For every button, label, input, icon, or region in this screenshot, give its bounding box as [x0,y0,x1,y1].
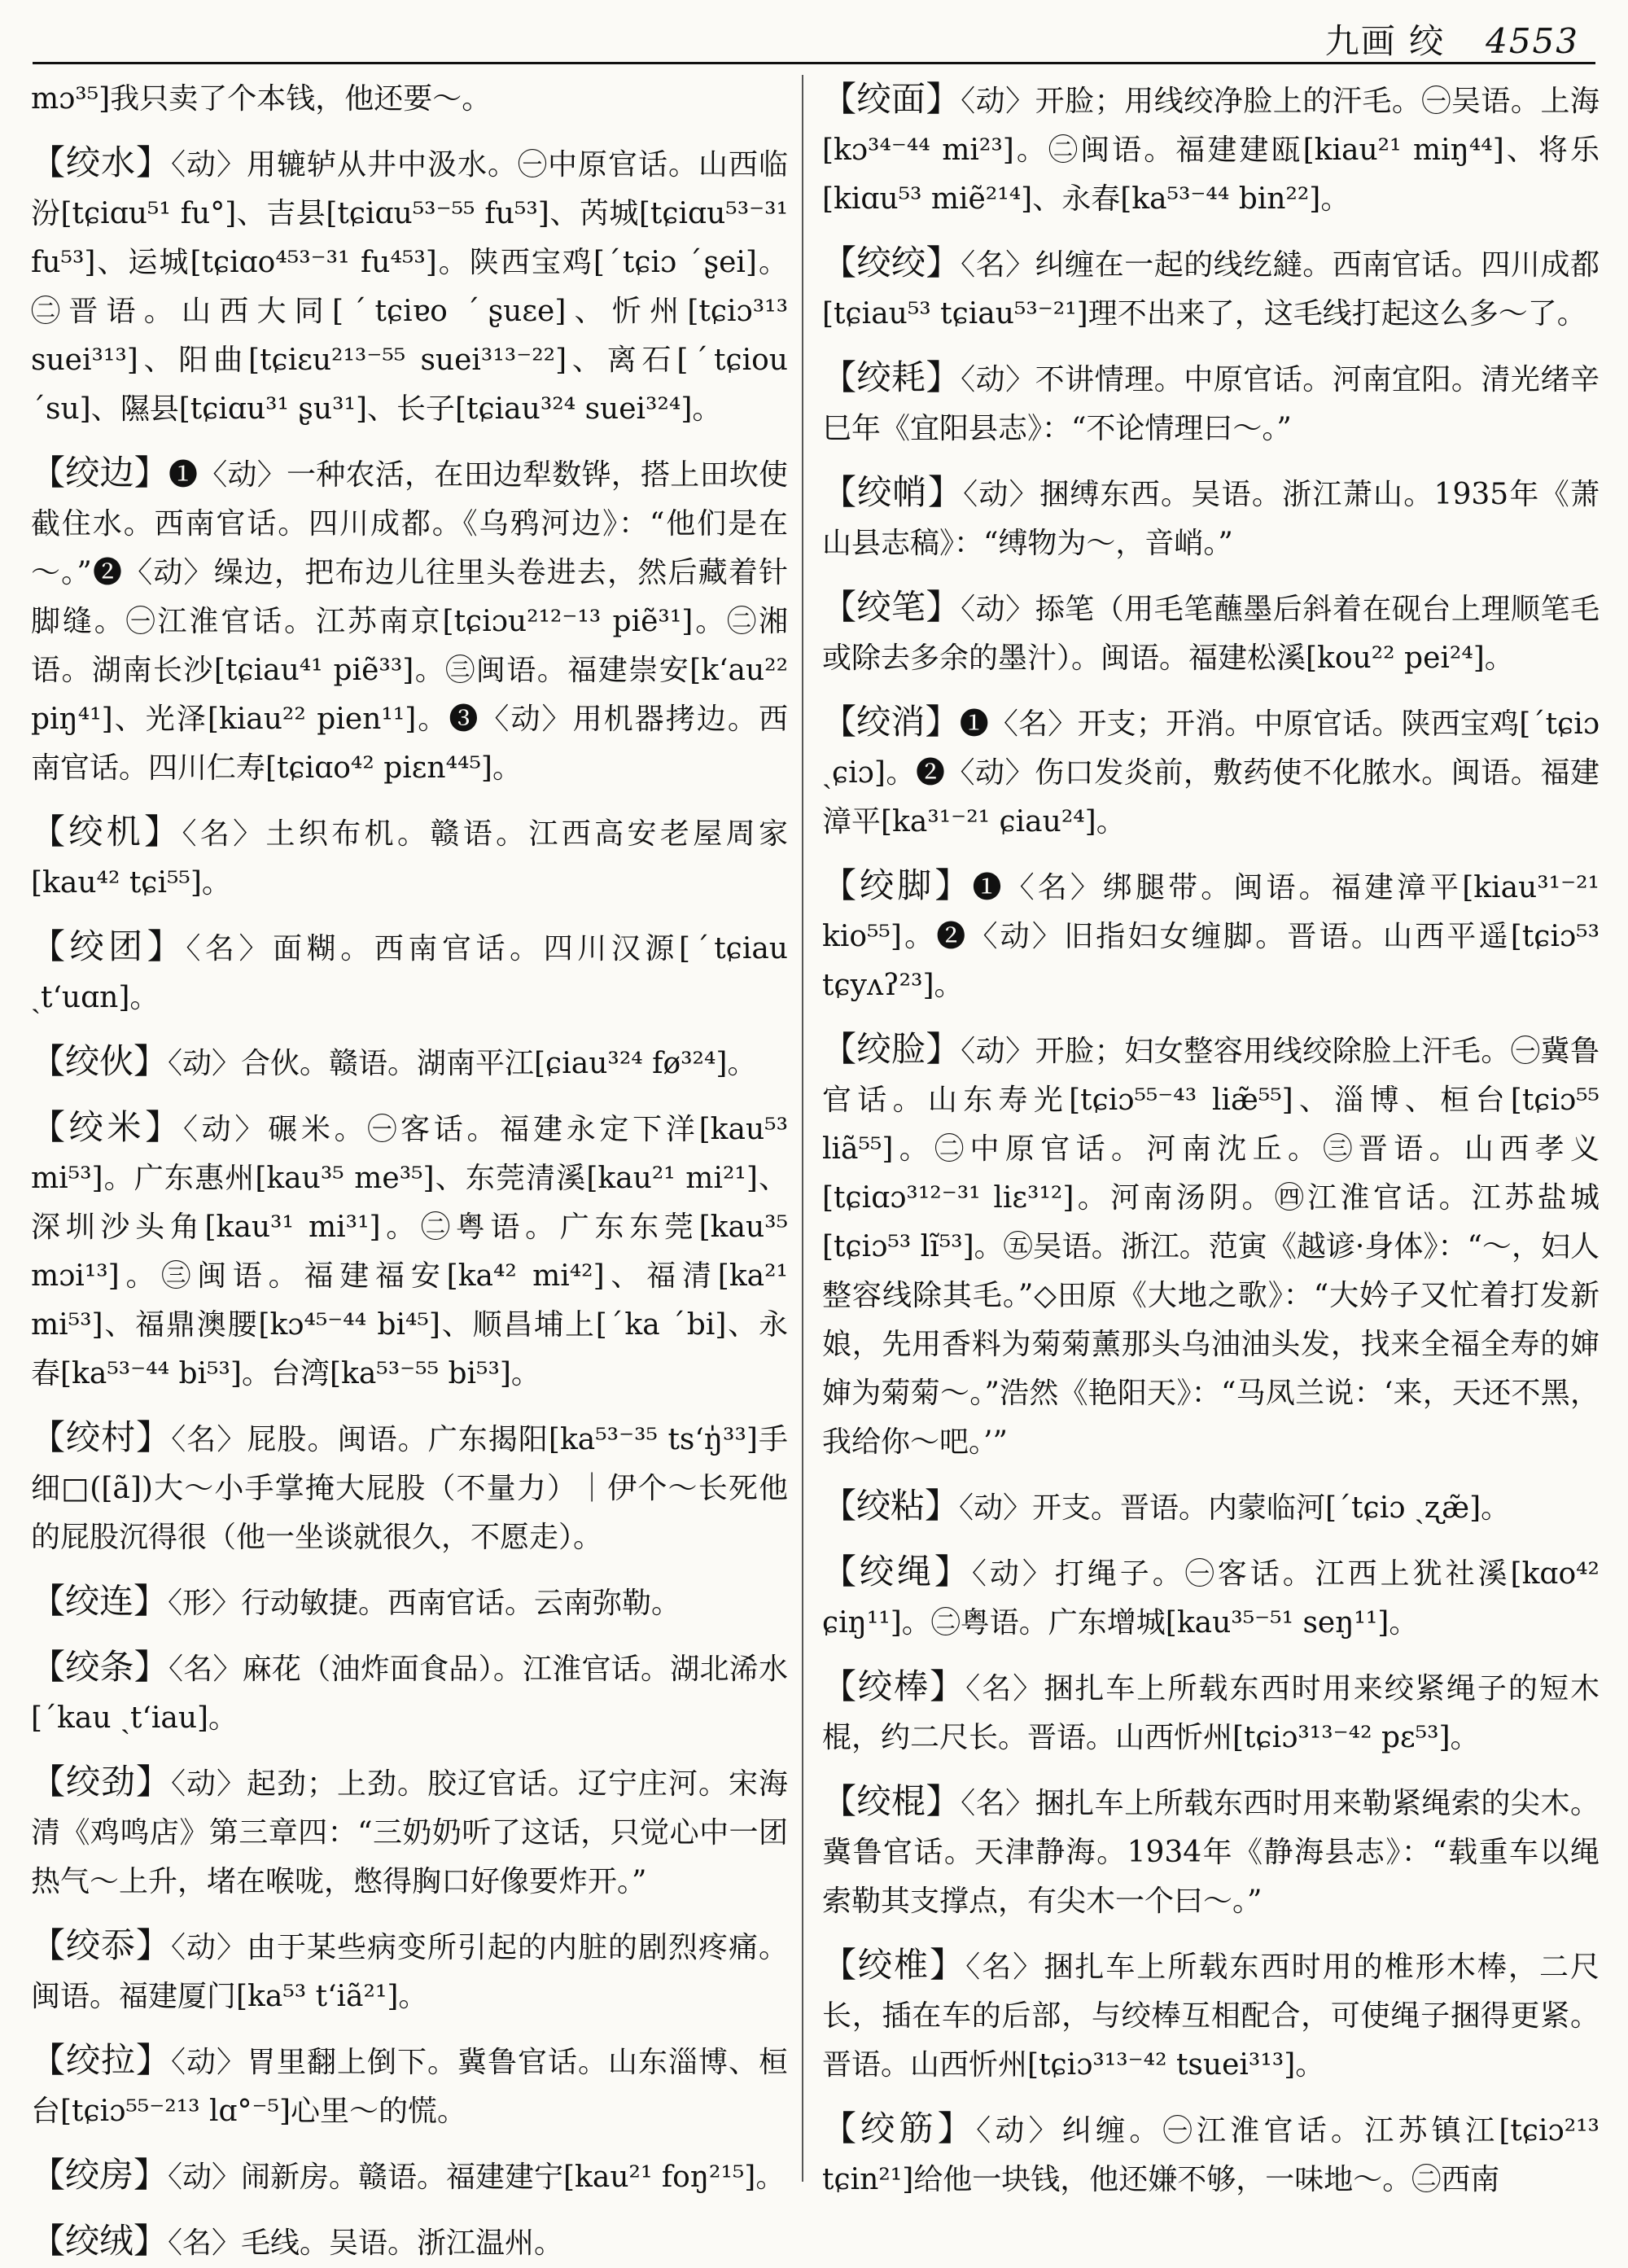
headword: 【绞水】 [31,142,171,182]
entry [31,1037,788,1088]
entry [31,1413,788,1562]
headword: 【绞忝】 [31,1925,171,1965]
entry [822,468,1600,568]
entry [31,449,788,793]
entry [822,1548,1600,1648]
entry-body: 〈动〉合伙。赣语。湖南平江[ɕiau³²⁴ fø³²⁴]。 [168,1047,757,1080]
headword: 【绞连】 [31,1581,168,1621]
entry-body: 〈动〉开脸；用线绞净脸上的汗毛。㊀吴语。上海[kɔ³⁴⁻⁴⁴ mi²³]。㊁闽语。福建建瓯[kiau²¹ miŋ⁴⁴]、将乐[kiɑu⁵³ miẽ²¹⁴]、永春[ka⁵³⁻⁴⁴ bin²²]。 [822,85,1600,216]
entry [822,698,1600,847]
entry-body: 〈名〉麻花（油炸面食品）。江淮官话。湖北浠水[ˊkau ˎt‘iau]。 [31,1653,788,1735]
entry [31,2151,788,2202]
headword: 【绞消】 [822,702,960,742]
entry [822,1025,1600,1467]
entry-body: 〈动〉胃里翻上倒下。冀鲁官话。山东淄博、桓台[tɕiɔ⁵⁵⁻²¹³ lɑ°⁻⁵]心里～的慌。 [31,2046,788,2128]
entry [822,861,1600,1010]
headword: 【绞棍】 [822,1781,961,1821]
entry [822,353,1600,453]
entry-body: 〈动〉不讲情理。中原官话。河南宜阳。清光绪辛巳年《宜阳县志》：“不论情理曰～。” [822,363,1600,445]
entry [822,1662,1600,1762]
header-rule [33,62,1595,64]
headword: 【绞劲】 [31,1762,171,1802]
entry-body: 〈动〉开脸；妇女整容用线绞除脸上汗毛。㊀冀鲁官话。山东寿光[tɕiɔ⁵⁵⁻⁴³ liæ̃⁵⁵]、淄博、桓台[tɕiɔ⁵⁵ liã⁵⁵]。㊁中原官话。河南沈丘。㊂晋语。山西孝义[tɕiɑɔ³¹²⁻³¹ liɛ³¹²]。河南汤阴。㊃江淮官话。江苏盐城[tɕiɔ⁵³ lĩ⁵³]。㊄吴语。浙江。范寅《越谚·身体》：“～，妇人整容线除其毛。”◇田原《大地之歌》：“大妗子又忙着打发新娘，先用香料为菊菊薰那头乌油油头发，找来全福全寿的婶婶为菊菊～。”浩然《艳阳天》：“马凤兰说：‘来，天还不黑，我给你～吧。’” [822,1035,1600,1459]
left-column [31,75,788,2261]
entry [31,138,788,434]
entry [822,239,1600,339]
page-number: 4553 [1486,21,1579,61]
entry-body: 〈动〉由于某些病变所引起的内脏的剧烈疼痛。闽语。福建厦门[ka⁵³ t‘iã²¹]。 [31,1931,788,2013]
entry [31,1643,788,1743]
entry-body: 〈动〉开支。晋语。内蒙临河[ˊtɕiɔ ˎʐæ̃]。 [959,1491,1511,1525]
page-header [1325,15,1579,63]
entry-body: 〈名〉捆扎车上所载东西时用的椎形木棒，二尺长，插在车的后部，与绞棒互相配合，可使绳子捆得更紧。晋语。山西忻州[tɕiɔ³¹³⁻⁴² tsuei³¹³]。 [822,1951,1600,2082]
entry [31,1103,788,1399]
entry-body: 〈动〉起劲；上劲。胶辽官话。辽宁庄河。宋海清《鸡鸣店》第三章四：“三奶奶听了这话，只觉心中一团热气～上升，堵在喉咙，憋得胸口好像要炸开。” [31,1767,788,1898]
entry-body: 〈名〉捆扎车上所载东西时用来勒紧绳索的尖木。冀鲁官话。天津静海。1934年《静海县志》：“载重车以绳索勒其支撑点，有尖木一个曰～。” [822,1787,1600,1918]
entry-body: ❶〈名〉绑腿带。闽语。福建漳平[kiau³¹⁻²¹ kio⁵⁵]。❷〈动〉旧指妇女缠脚。晋语。山西平遥[tɕiɔ⁵³ tɕyʌʔ²³]。 [822,871,1600,1002]
headword: 【绞团】 [31,926,186,966]
headword: 【绞条】 [31,1647,168,1687]
headword: 【绞绳】 [822,1552,972,1592]
headword: 【绞面】 [822,79,961,119]
headword: 【绞椎】 [822,1945,966,1985]
headword: 【绞拉】 [31,2040,171,2080]
right-column [822,75,1600,2196]
headword: 【绞村】 [31,1417,172,1457]
section-title: 九画 绞 [1324,21,1446,61]
entry-body: 〈形〉行动敏捷。西南官话。云南弥勒。 [168,1587,681,1620]
entry-body: 〈动〉打绳子。㊀客话。江西上犹社溪[kɑo⁴² ɕiŋ¹¹]。㊁粤语。广东增城[kau³⁵⁻⁵¹ seŋ¹¹]。 [822,1557,1600,1640]
entry [31,808,788,908]
entry-body: 〈动〉捆缚东西。吴语。浙江萧山。1935年《萧山县志稿》：“缚物为～，音峭。” [822,478,1600,560]
headword: 【绞脸】 [822,1029,961,1069]
entry [31,2217,788,2268]
headword: 【绞脚】 [822,865,973,905]
headword: 【绞棒】 [822,1666,966,1706]
entry [822,1777,1600,1926]
entry [31,922,788,1022]
headword: 【绞机】 [31,812,182,852]
entry [822,583,1600,683]
entry [822,1482,1600,1533]
entry-body: 〈名〉毛线。吴语。浙江温州。 [168,2226,564,2260]
headword: 【绞粘】 [822,1486,960,1526]
entry [822,1941,1600,2090]
entry-body: 〈名〉捆扎车上所载东西时用来绞紧绳子的短木棍，约二尺长。晋语。山西忻州[tɕiɔ³¹³⁻⁴² pɛ⁵³]。 [822,1672,1600,1754]
entry-body: 〈动〉用辘轳从井中汲水。㊀中原官话。山西临汾[tɕiɑu⁵¹ fu°]、吉县[tɕiɑu⁵³⁻⁵⁵ fu⁵³]、芮城[tɕiɑu⁵³⁻³¹ fu⁵³]、运城[tɕiɑo⁴⁵³⁻³¹ fu⁴⁵³]。陕西宝鸡[ˊtɕiɔ ˊʂei]。㊁晋语。山西大同[ˊtɕiɐo ˊʂuɛe]、忻州[tɕiɔ³¹³ suei³¹³]、阳曲[tɕiɛu²¹³⁻⁵⁵ suei³¹³⁻²²]、离石[ˊtɕiou ˊsu]、隰县[tɕiɑu³¹ ʂu³¹]、长子[tɕiau³²⁴ suei³²⁴]。 [31,148,788,426]
entry [31,2036,788,2136]
entry-body: ❶〈动〉一种农活，在田边犁数铧，搭上田坎使截住水。西南官话。四川成都。《乌鸦河边》：“他们是在～。”❷〈动〉缲边，把布边儿往里头卷进去，然后藏着针脚缝。㊀江淮官话。江苏南京[tɕiɔu²¹²⁻¹³ piẽ³¹]。㊁湘语。湖南长沙[tɕiau⁴¹ piẽ³³]。㊂闽语。福建崇安[k‘au²² piŋ⁴¹]、光泽[kiau²² pien¹¹]。❸〈动〉用机器拷边。西南官话。四川仁寿[tɕiɑo⁴² piɛn⁴⁴⁵]。 [31,458,788,785]
headword: 【绞耗】 [822,357,961,397]
entry-body: 〈动〉碾米。㊀客话。福建永定下洋[kau⁵³ mi⁵³]。广东惠州[kau³⁵ me³⁵]、东莞清溪[kau²¹ mi²¹]、深圳沙头角[kau³¹ mi³¹]。㊁粤语。广东东莞[kau³⁵ mɔi¹³]。㊂闽语。福建福安[ka⁴² mi⁴²]、福清[ka²¹ mi⁵³]、福鼎澳腰[kɔ⁴⁵⁻⁴⁴ bi⁴⁵]、顺昌埔上[ˊka ˊbi]、永春[ka⁵³⁻⁴⁴ bi⁵³]。台湾[ka⁵³⁻⁵⁵ bi⁵³]。 [31,1113,788,1390]
entry [31,1577,788,1628]
headword: 【绞米】 [31,1107,183,1147]
column-divider [802,75,803,2182]
headword: 【绞房】 [31,2155,168,2195]
entry-body: 〈名〉土织布机。赣语。江西高安老屋周家[kau⁴² tɕi⁵⁵]。 [31,817,788,900]
headword: 【绞帩】 [822,472,964,512]
entry-body: 〈名〉屁股。闽语。广东揭阳[ka⁵³⁻³⁵ ts‘ŋ̍³³]手细□([ã])大～小手掌掩大屁股（不量力）｜伊个～长死他的屁股沉得很（他一坐谈就很久，不愿走）。 [31,1423,788,1554]
entry [31,1758,788,1907]
entry [822,75,1600,224]
entry-body: 〈动〉闹新房。赣语。福建建宁[kau²¹ foŋ²¹⁵]。 [168,2161,786,2194]
continuation-text: mɔ³⁵]我只卖了个本钱，他还要～。 [31,82,492,116]
entry-body: ❶〈名〉开支；开消。中原官话。陕西宝鸡[ˊtɕiɔ ˎɕiɔ]。❷〈动〉伤口发炎前，敷药使不化脓水。闽语。福建漳平[ka³¹⁻²¹ ɕiau²⁴]。 [822,707,1600,838]
entry [822,2104,1600,2205]
headword: 【绞伙】 [31,1041,168,1081]
entry-body: 〈动〉掭笔（用毛笔蘸墨后斜着在砚台上理顺笔毛或除去多余的墨汁）。闽语。福建松溪[kou²² pei²⁴]。 [822,593,1600,675]
headword: 【绞边】 [31,453,168,493]
headword: 【绞笔】 [822,587,961,627]
entry-body: 〈名〉纠缠在一起的线纥繨。西南官话。四川成都[tɕiau⁵³ tɕiau⁵³⁻²¹]理不出来了，这毛线打起这么多～了。 [822,248,1600,331]
entry-body: 〈名〉面糊。西南官话。四川汉源[ˊtɕiau ˎt‘uɑn]。 [31,932,788,1014]
entry [31,1921,788,2021]
headword: 【绞筋】 [822,2108,977,2148]
headword: 【绞绞】 [822,243,961,282]
headword: 【绞绒】 [31,2221,168,2261]
entry-body: 〈动〉纠缠。㊀江淮官话。江苏镇江[tɕiɔ²¹³ tɕin²¹]给他一块钱，他还嫌不够，一味地～。㊁西南 [822,2114,1600,2196]
